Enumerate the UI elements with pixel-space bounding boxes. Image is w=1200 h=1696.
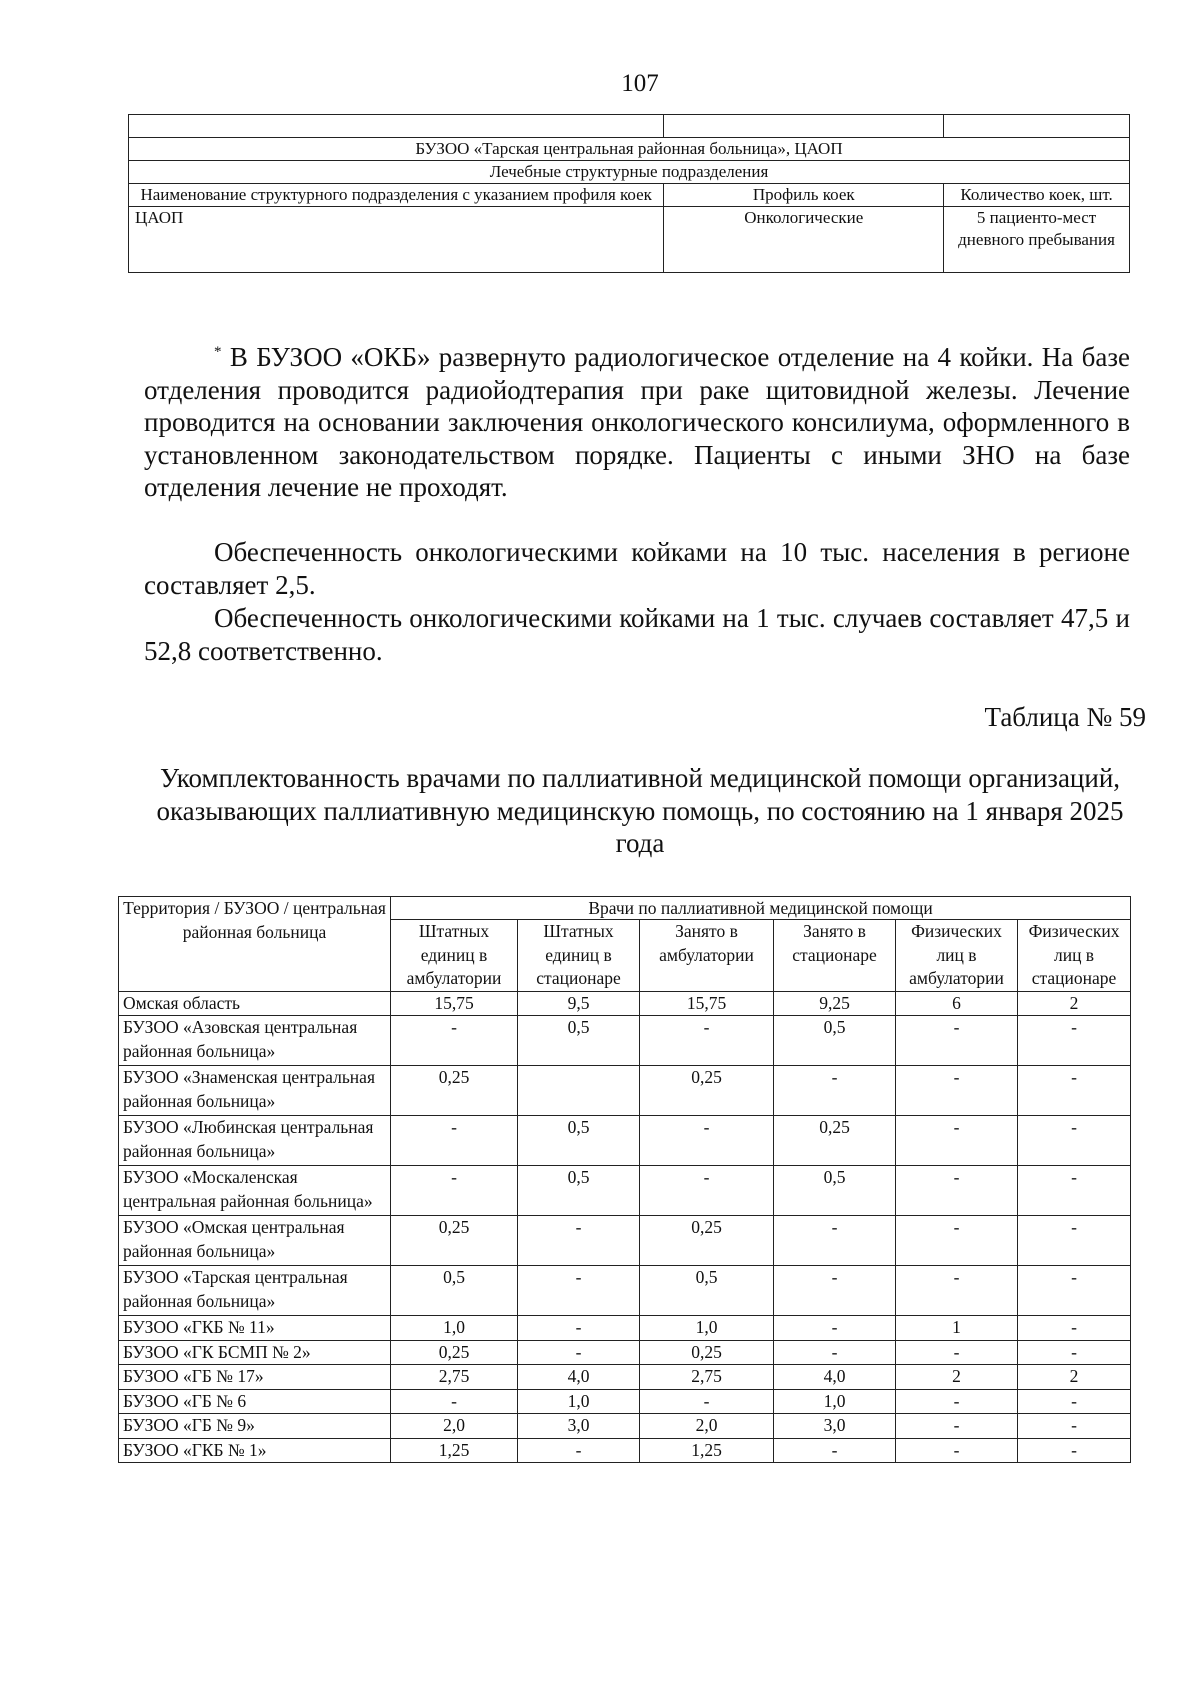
territory-name: БУЗОО «Азовская центральная районная больница» (119, 1016, 391, 1066)
table-cell: - (391, 1389, 518, 1414)
table-cell: 4,0 (518, 1365, 640, 1390)
table-cell: 0,5 (391, 1266, 518, 1316)
table-cell: 9,5 (518, 991, 640, 1016)
table-cell: 0,25 (391, 1340, 518, 1365)
table-cell: 0,25 (774, 1116, 896, 1166)
table-cell: - (391, 1166, 518, 1216)
table-body (119, 991, 1131, 1463)
footnote-paragraph (144, 341, 1130, 504)
table-cell: 1,0 (774, 1389, 896, 1414)
column-header: Наименование структурного подразделения с указанием профиля коек (129, 184, 664, 207)
table-cell: - (774, 1316, 896, 1341)
table-cell: - (774, 1266, 896, 1316)
territory-name: БУЗОО «Знаменская центральная районная больница» (119, 1066, 391, 1116)
table-cell: - (391, 1016, 518, 1066)
table-cell: - (518, 1340, 640, 1365)
table-cell: 0,25 (640, 1340, 774, 1365)
table-cell: - (1018, 1340, 1131, 1365)
column-header: Штатных единиц в амбулатории (391, 920, 518, 992)
table-cell: - (518, 1316, 640, 1341)
territory-name: БУЗОО «Москаленская центральная районная больница» (119, 1166, 391, 1216)
table-cell: - (640, 1389, 774, 1414)
table-cell: - (1018, 1438, 1131, 1463)
table-cell: 2,75 (640, 1365, 774, 1390)
table-cell: - (1018, 1316, 1131, 1341)
table-row (119, 1166, 1131, 1216)
table-cell: - (774, 1066, 896, 1116)
table-cell: - (391, 1116, 518, 1166)
table-cell: - (518, 1216, 640, 1266)
territory-name: БУЗОО «ГКБ № 11» (119, 1316, 391, 1341)
table-row (119, 1066, 1131, 1116)
table-cell: - (896, 1016, 1018, 1066)
territory-name: БУЗОО «ГБ № 6 (119, 1389, 391, 1414)
table-row (129, 161, 1130, 184)
table-cell: 0,25 (391, 1216, 518, 1266)
table-cell: 15,75 (640, 991, 774, 1016)
table-cell: - (1018, 1016, 1131, 1066)
table-cell: 1,0 (391, 1316, 518, 1341)
table-row (119, 1438, 1131, 1463)
column-header: Занято в амбулатории (640, 920, 774, 992)
table-cell: 5 пациенто-мест дневного пребывания (944, 207, 1130, 273)
table-cell: 4,0 (774, 1365, 896, 1390)
table-cell: 6 (896, 991, 1018, 1016)
org-title: БУЗОО «Тарская центральная районная больница», ЦАОП (129, 138, 1130, 161)
beds-per-10k-paragraph (144, 536, 1130, 601)
territory-header: Территория / БУЗОО / центральная районная больница (119, 897, 391, 992)
table-cell: - (896, 1414, 1018, 1439)
column-header: Физических лиц в амбулатории (896, 920, 1018, 992)
table-cell: - (896, 1216, 1018, 1266)
table-row (119, 1414, 1131, 1439)
table-row (119, 1016, 1131, 1066)
table-cell: Онкологические (664, 207, 944, 273)
table-cell: - (896, 1166, 1018, 1216)
table-cell: 2 (1018, 991, 1131, 1016)
table-row (119, 1216, 1131, 1266)
group-header: Врачи по паллиативной медицинской помощи (391, 897, 1131, 920)
table-cell: - (1018, 1166, 1131, 1216)
table-cell: 1,0 (640, 1316, 774, 1341)
table-cell: - (896, 1389, 1018, 1414)
territory-name: БУЗОО «Омская центральная районная больница» (119, 1216, 391, 1266)
table-cell: 1 (896, 1316, 1018, 1341)
table-row (119, 1389, 1131, 1414)
territory-name: БУЗОО «ГБ № 9» (119, 1414, 391, 1439)
footnote-marker: * (214, 344, 222, 360)
table-row (129, 207, 1130, 273)
column-header: Профиль коек (664, 184, 944, 207)
page-number: 107 (621, 70, 659, 97)
table-cell: 2,75 (391, 1365, 518, 1390)
table-cell: - (896, 1438, 1018, 1463)
table-header-row (129, 184, 1130, 207)
table-cell: - (1018, 1414, 1131, 1439)
table-cell: 0,25 (640, 1216, 774, 1266)
table-cell: - (518, 1266, 640, 1316)
table-cell: - (1018, 1116, 1131, 1166)
table-stub-row (129, 115, 1130, 138)
table-row (119, 1340, 1131, 1365)
section-title: Лечебные структурные подразделения (129, 161, 1130, 184)
table-cell: - (1018, 1389, 1131, 1414)
table-cell: 1,0 (518, 1389, 640, 1414)
territory-name: БУЗОО «Тарская центральная районная больница» (119, 1266, 391, 1316)
territory-name: БУЗОО «ГКБ № 1» (119, 1438, 391, 1463)
table-cell: 3,0 (518, 1414, 640, 1439)
bed-structure-table (128, 114, 1130, 273)
table-cell: 0,25 (640, 1066, 774, 1116)
table-cell: 0,25 (391, 1066, 518, 1116)
table-cell: 1,25 (391, 1438, 518, 1463)
table-title: Укомплектованность врачами по паллиативной медицинской помощи организаций, оказывающих паллиативную медицинскую помощь, по состоянию на 1 января 2025 года (156, 763, 1124, 858)
table-row (119, 1365, 1131, 1390)
table-cell: 9,25 (774, 991, 896, 1016)
table-cell: - (896, 1266, 1018, 1316)
table-cell: - (774, 1438, 896, 1463)
table-row (119, 1266, 1131, 1316)
table-label: Таблица № 59 (984, 702, 1146, 732)
table-row (129, 138, 1130, 161)
table-cell: - (1018, 1216, 1131, 1266)
table-cell: - (640, 1116, 774, 1166)
table-cell: 1,25 (640, 1438, 774, 1463)
territory-name: БУЗОО «ГК БСМП № 2» (119, 1340, 391, 1365)
table-cell: - (518, 1438, 640, 1463)
table-cell: 2 (1018, 1365, 1131, 1390)
table-cell: - (640, 1016, 774, 1066)
table-cell: - (774, 1340, 896, 1365)
table-cell: 2,0 (640, 1414, 774, 1439)
column-header: Штатных единиц в стационаре (518, 920, 640, 992)
table-header-row (119, 897, 1131, 920)
table-cell: 0,5 (640, 1266, 774, 1316)
beds-per-1k-paragraph (144, 602, 1130, 667)
table-row (119, 1116, 1131, 1166)
territory-name: Омская область (119, 991, 391, 1016)
table-cell: 2 (896, 1365, 1018, 1390)
table-cell: - (896, 1340, 1018, 1365)
table-cell: 0,5 (774, 1166, 896, 1216)
table-cell: 2,0 (391, 1414, 518, 1439)
paragraph-text: Обеспеченность онкологическими койками на 10 тыс. населения в регионе составляет 2,5. (144, 537, 1130, 600)
territory-name: БУЗОО «Любинская центральная районная больница» (119, 1116, 391, 1166)
table-cell: ЦАОП (129, 207, 664, 273)
table-cell: - (1018, 1266, 1131, 1316)
table-cell: 0,5 (774, 1016, 896, 1066)
table-row (119, 1316, 1131, 1341)
table-cell: 15,75 (391, 991, 518, 1016)
paragraph-text: Обеспеченность онкологическими койками на 1 тыс. случаев составляет 47,5 и 52,8 соответственно. (144, 603, 1130, 666)
table-cell: 0,5 (518, 1166, 640, 1216)
table-cell: - (640, 1166, 774, 1216)
table-cell: 0,5 (518, 1116, 640, 1166)
column-header: Физических лиц в стационаре (1018, 920, 1131, 992)
column-header: Количество коек, шт. (944, 184, 1130, 207)
table-cell: - (1018, 1066, 1131, 1116)
table-cell: - (774, 1216, 896, 1266)
table-cell: - (896, 1066, 1018, 1116)
column-header: Занято в стационаре (774, 920, 896, 992)
table-cell (518, 1066, 640, 1116)
table-cell: 0,5 (518, 1016, 640, 1066)
table-cell: - (896, 1116, 1018, 1166)
territory-name: БУЗОО «ГБ № 17» (119, 1365, 391, 1390)
table-row (119, 991, 1131, 1016)
palliative-staff-table (118, 896, 1131, 1463)
footnote-text: В БУЗОО «ОКБ» развернуто радиологическое отделение на 4 койки. На базе отделения проводится радиойодтерапия при раке щитовидной железы. Лечение проводится на основании заключения онкологического консилиума, оформленного в установленном законодательством порядке. Пациенты с иными ЗНО на базе отделения лечение не проходят. (144, 342, 1130, 502)
table-cell: 3,0 (774, 1414, 896, 1439)
